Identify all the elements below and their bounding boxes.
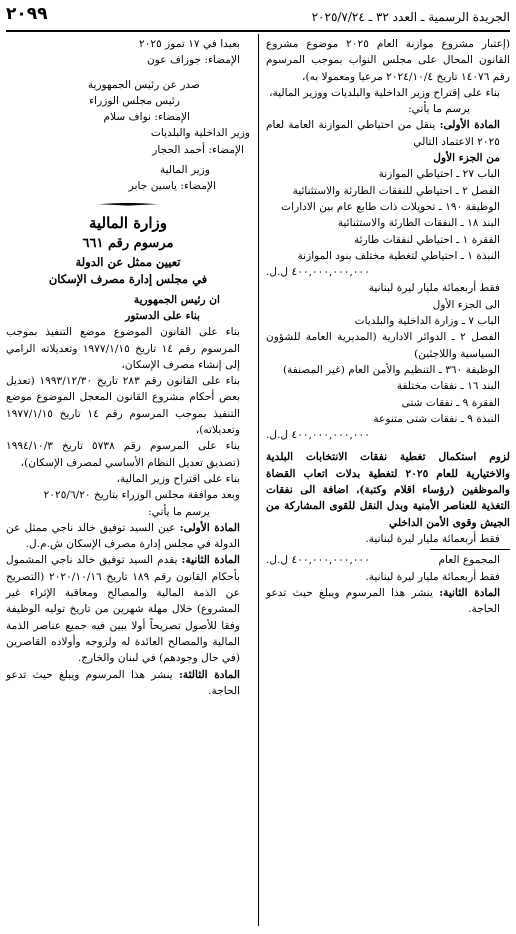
signature: الإمضاء: أحمد الحجار: [152, 143, 244, 156]
right-column: [266, 36, 510, 617]
total-amount: ٤٠٠,٠٠٠,٠٠٠,٠٠٠ ل.ل.: [266, 554, 370, 567]
decree-title: في مجلس إدارة مصرف الإسكان: [48, 271, 208, 286]
article-label: المادة الثانية:: [181, 554, 240, 567]
article-3: [6, 667, 250, 700]
signature: الإمضاء: ياسين جابر: [128, 180, 216, 193]
total-row: [266, 552, 510, 568]
article-label: المادة الأولى:: [439, 119, 500, 132]
signature: وزير المالية: [159, 164, 210, 177]
left-column: [6, 36, 250, 699]
budget-line: الوظيفة ١٩٠ ـ تحويلات ذات طابع عام بين الادارات: [281, 200, 500, 213]
article-text: ينشر هذا المرسوم ويبلغ حيث تدعو الحاجة.: [6, 668, 240, 697]
paragraph: بناء على المرسوم رقم ٥٧٣٨ تاريخ ١٩٩٤/١٠/٣ (تصديق تعديل النظام الأساسي لمصرف الإسكان)،: [6, 440, 240, 469]
page-header: [6, 4, 510, 32]
article-label: المادة الأولى:: [179, 521, 240, 534]
decree-intro: يرسم ما يأتي:: [408, 103, 470, 116]
page-number: ٢٠٩٩: [6, 4, 48, 24]
article-text: يقدم السيد توفيق خالد ناجي المشمول بأحكام القانون رقم ١٨٩ تاريخ ٢٠٢٠/١٠/١٦ (التصريح عن الذمة المالية والمصالح ومعاقبة الإثراء غير المشروع) خلال مهلة شهرين من تاريخ توليه الوظيفة وفقا للأصول تصريحاً أولا يبين فيه جميع عناصر الذمة المالية والمصالح العائدة له ولزوجه وأولاده القاصرين (في حال وجودهم) في لبنان والخارج.: [6, 554, 241, 665]
article-1: [6, 520, 250, 553]
signature: رئيس مجلس الوزراء: [89, 94, 180, 107]
place-date: بعبدا في ١٧ تموز ٢٠٢٥: [139, 38, 240, 50]
article-2: [6, 552, 250, 666]
article-1: [266, 117, 510, 150]
decree-number: مرسوم رقم ٦٦١: [82, 235, 174, 251]
budget-line: النبذة ٩ ـ نفقات شتى متنوعة: [373, 412, 500, 425]
rule: [430, 549, 510, 550]
budget-line: الباب ٢٧ ـ احتياطي الموازنة: [378, 168, 500, 181]
paragraph: بناء على إقتراح وزير الداخلية والبلديات ووزير المالية،: [269, 86, 500, 99]
budget-line: الفصل ٢ ـ احتياطي للنفقات الطارئة والاستثنائية: [292, 184, 500, 197]
header-title: الجريدة الرسمية ـ العدد ٣٢ ـ ٢٠٢٥/٧/٢٤: [311, 10, 510, 24]
paragraph: وبعد موافقة مجلس الوزراء بتاريخ ٢٠٢٥/٦/٢٠: [43, 489, 240, 502]
total-label: المجموع العام: [438, 554, 500, 567]
budget-line: البند ١٨ ـ النفقات الطارئة والاستثنائية: [337, 217, 500, 230]
part-heading: من الجزء الأول: [433, 152, 500, 165]
paragraph: (إعتبار مشروع موازنة العام ٢٠٢٥ موضوع مشروع القانون المحال على مجلس النواب بموجب المرسوم رقم ١٤٠٧٦ تاريخ ٢٠٢٤/١٠/٤ مرعيا ومعمولا به)،: [266, 38, 510, 83]
president-line: ان رئيس الجمهورية: [133, 293, 220, 306]
amount: ٤٠٠,٠٠٠,٠٠٠,٠٠٠ ل.ل.: [266, 429, 370, 442]
budget-line: الوظيفة ٣٦٠ ـ التنظيم والأمن العام (غير المصنفة): [282, 363, 500, 376]
paragraph: بناء على اقتراح وزير المالية،: [116, 472, 240, 485]
amount-words: فقط أربعمائة مليار ليرة لبنانية.: [365, 570, 500, 583]
ministry-title: وزارة المالية: [88, 213, 168, 232]
budget-line: الفصل ٢ ـ الدوائر الادارية (المديرية العامة للشؤون السياسية واللاجئين): [266, 331, 500, 360]
amount-words: فقط أربعمائة مليار ليرة لبنانية.: [365, 532, 500, 545]
paragraph: بناء على القانون الموضوع موضع التنفيذ بموجب المرسوم رقم ١٤ تاريخ ١٩٧٧/١/١٥ وتعديلاته الرامي إلى إنشاء مصرف الإسكان،: [6, 326, 240, 371]
signature: الإمضاء: جوزاف عون: [147, 54, 240, 67]
signature: صدر عن رئيس الجمهورية: [87, 78, 200, 91]
ornament-divider: [98, 203, 158, 206]
constitution-line: بناء على الدستور: [125, 309, 200, 322]
column-divider: [258, 34, 259, 926]
article-label: المادة الثالثة:: [179, 668, 240, 681]
budget-line: البند ١٦ ـ نفقات مختلفة: [396, 380, 500, 393]
budget-line: الباب ٧ ـ وزارة الداخلية والبلديات: [354, 315, 500, 328]
article-text: عين السيد توفيق خالد ناجي ممثل عن الدولة في مجلس إدارة مصرف الإسكان ش.م.ل.: [6, 521, 240, 551]
paragraph: بناء على القانون رقم ٢٨٣ تاريخ ١٩٩٣/١٢/٣٠ (تعديل بعض أحكام مشروع القانون المعجل الموضوع موضع التنفيذ بموجب المرسوم رقم ١٤ تاريخ ١٩٧٧/١/١٥ وتعديلاته)،: [6, 375, 241, 437]
article-text: ينقل من احتياطي الموازنة العامة لعام ٢٠٢٥ الاعتماد التالي: [266, 119, 500, 148]
signature: الإمضاء: نواف سلام: [103, 111, 190, 124]
amount-words: فقط أربعمائة مليار ليرة لبنانية: [368, 282, 500, 295]
budget-line: الفقرة ١ ـ احتياطي لنفقات طارئة: [353, 233, 500, 246]
purpose-paragraph: لزوم استكمال تغطية نفقات الانتخابات البلدية والاختيارية للعام ٢٠٢٥ لتغطية بدلات اتعاب القضاة والموظفين (رؤساء اقلام وكتبة)، اضافة الى نفقات التغذية للعناصر الأمنية وبدل النقل للقوى المشاركة من الجيش وقوى الأمن الداخلي: [266, 451, 510, 529]
decree-intro: يرسم ما يأتي:: [148, 505, 210, 518]
article-2: [266, 585, 510, 618]
part-heading: الى الجزء الأول: [432, 298, 500, 311]
decree-title: تعيين ممثل عن الدولة: [75, 254, 181, 269]
article-label: المادة الثانية:: [439, 586, 501, 599]
budget-line: الفقرة ٩ ـ نفقات شتى: [401, 396, 500, 409]
amount: ٤٠٠,٠٠٠,٠٠٠,٠٠٠ ل.ل.: [266, 266, 370, 279]
signature: وزير الداخلية والبلديات: [150, 127, 250, 140]
article-text: ينشر هذا المرسوم ويبلغ حيث تدعو الحاجة.: [266, 586, 500, 616]
budget-line: النبذة ١ ـ احتياطي لتغطية مختلف بنود الموازنة: [297, 249, 500, 262]
